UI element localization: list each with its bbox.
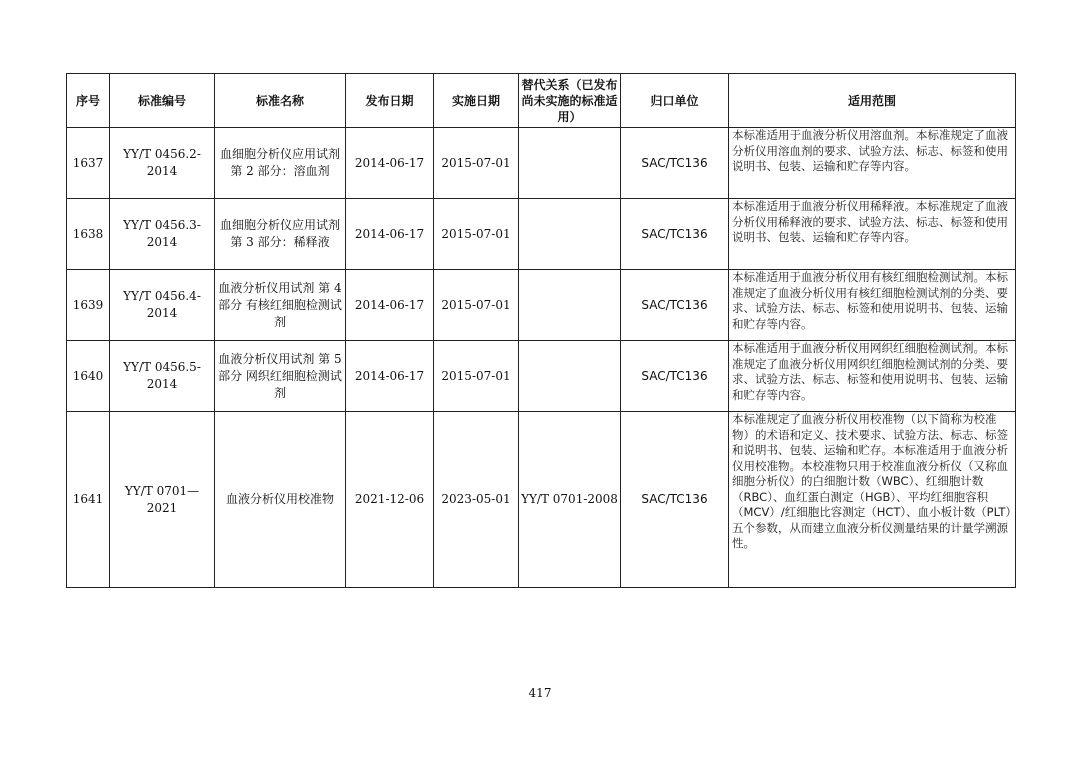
- cell-publish-date: 2014-06-17: [346, 341, 434, 412]
- header-replace: 替代关系（已发布尚未实施的标准适用）: [519, 74, 621, 128]
- cell-name: 血液分析仪用试剂 第 4 部分 有核红细胞检测试剂: [215, 270, 346, 341]
- header-publish-date: 发布日期: [346, 74, 434, 128]
- cell-name: 血液分析仪用试剂 第 5 部分 网织红细胞检测试剂: [215, 341, 346, 412]
- page-number: 417: [528, 686, 552, 700]
- header-scope: 适用范围: [729, 74, 1016, 128]
- cell-name: 血细胞分析仪应用试剂 第 2 部分：溶血剂: [215, 128, 346, 199]
- header-code: 标准编号: [110, 74, 215, 128]
- table-row: [67, 412, 1016, 588]
- cell-publish-date: 2014-06-17: [346, 199, 434, 270]
- cell-publish-date: 2014-06-17: [346, 270, 434, 341]
- cell-seq: 1639: [67, 270, 110, 341]
- cell-publish-date: 2021-12-06: [346, 412, 434, 588]
- header-implement-date: 实施日期: [434, 74, 519, 128]
- header-seq: 序号: [67, 74, 110, 128]
- table-row: [67, 270, 1016, 341]
- header-unit: 归口单位: [621, 74, 729, 128]
- cell-code: YY/T 0456.4-2014: [110, 270, 215, 341]
- cell-replace: [519, 341, 621, 412]
- cell-unit: SAC/TC136: [621, 128, 729, 199]
- cell-seq: 1638: [67, 199, 110, 270]
- cell-code: YY/T 0456.5-2014: [110, 341, 215, 412]
- cell-scope: 本标准适用于血液分析仪用网织红细胞检测试剂。本标准规定了血液分析仪用网织红细胞检测试剂的分类、要求、试验方法、标志、标签和使用说明书、包装、运输和贮存等内容。: [729, 341, 1016, 412]
- cell-implement-date: 2023-05-01: [434, 412, 519, 588]
- cell-replace: YY/T 0701-2008: [519, 412, 621, 588]
- cell-unit: SAC/TC136: [621, 412, 729, 588]
- cell-implement-date: 2015-07-01: [434, 199, 519, 270]
- header-name: 标准名称: [215, 74, 346, 128]
- cell-seq: 1637: [67, 128, 110, 199]
- cell-name: 血细胞分析仪应用试剂 第 3 部分：稀释液: [215, 199, 346, 270]
- cell-replace: [519, 128, 621, 199]
- table-row: [67, 199, 1016, 270]
- cell-implement-date: 2015-07-01: [434, 128, 519, 199]
- cell-scope: 本标准适用于血液分析仪用稀释液。本标准规定了血液分析仪用稀释液的要求、试验方法、标志、标签和使用说明书、包装、运输和贮存等内容。: [729, 199, 1016, 270]
- cell-code: YY/T 0456.3-2014: [110, 199, 215, 270]
- cell-implement-date: 2015-07-01: [434, 341, 519, 412]
- cell-code: YY/T 0456.2-2014: [110, 128, 215, 199]
- cell-seq: 1640: [67, 341, 110, 412]
- cell-name: 血液分析仪用校准物: [215, 412, 346, 588]
- cell-scope: 本标准适用于血液分析仪用溶血剂。本标准规定了血液分析仪用溶血剂的要求、试验方法、标志、标签和使用说明书、包装、运输和贮存等内容。: [729, 128, 1016, 199]
- table-row: [67, 341, 1016, 412]
- standards-table: [66, 73, 1016, 588]
- cell-scope: 本标准适用于血液分析仪用有核红细胞检测试剂。本标准规定了血液分析仪用有核红细胞检测试剂的分类、要求、试验方法、标志、标签和使用说明书、包装、运输和贮存等内容。: [729, 270, 1016, 341]
- table-row: [67, 128, 1016, 199]
- cell-replace: [519, 199, 621, 270]
- cell-implement-date: 2015-07-01: [434, 270, 519, 341]
- cell-unit: SAC/TC136: [621, 341, 729, 412]
- cell-seq: 1641: [67, 412, 110, 588]
- cell-scope: 本标准规定了血液分析仪用校准物（以下简称为校准物）的术语和定义、技术要求、试验方法、标志、标签和说明书、包装、运输和贮存。本标准适用于血液分析仪用校准物。本校准物只用于校准血液分析仪（又称血细胞分析仪）的白细胞计数（WBC）、红细胞计数（RBC）、血红蛋白测定（HGB）、平均红细胞容积（MCV）/红细胞比容测定（HCT）、血小板计数（PLT）五个参数，从而建立血液分析仪测量结果的计量学溯源性。: [729, 412, 1016, 588]
- cell-unit: SAC/TC136: [621, 270, 729, 341]
- cell-replace: [519, 270, 621, 341]
- cell-unit: SAC/TC136: [621, 199, 729, 270]
- header-row: [67, 74, 1016, 128]
- cell-publish-date: 2014-06-17: [346, 128, 434, 199]
- cell-code: YY/T 0701—2021: [110, 412, 215, 588]
